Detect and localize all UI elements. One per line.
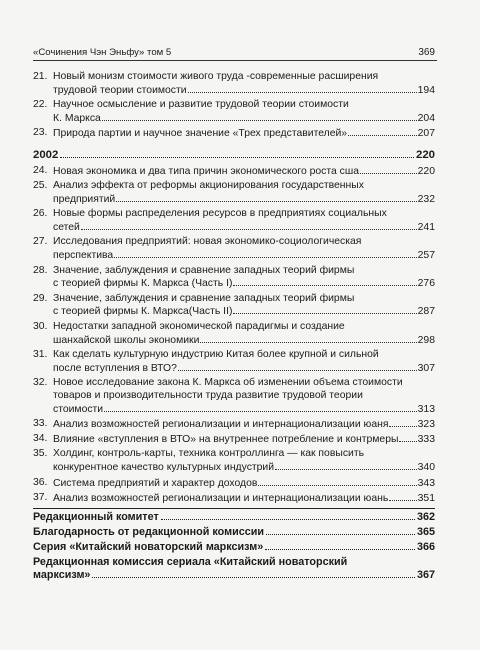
toc-entry-line: Природа партии и научное значение «Трех представителей»	[53, 128, 348, 140]
toc-entry-number: 36.	[33, 476, 48, 488]
leader-dots	[275, 461, 417, 470]
toc-entry-number: 35.	[33, 448, 48, 460]
leader-dots	[389, 418, 416, 427]
page-number: 369	[418, 47, 435, 58]
toc-entry-line: сетей	[53, 222, 80, 234]
toc-entry-number: 29.	[33, 292, 48, 304]
section-rule	[33, 508, 435, 509]
toc-entry-line: трудовой теории стоимости	[53, 84, 187, 96]
leader-dots	[348, 127, 417, 136]
toc-entry-number: 30.	[33, 320, 48, 332]
toc-entry[interactable]	[33, 99, 435, 126]
toc-entry-line: Холдинг, контроль-карты, техника контроллинга — как повысить	[53, 448, 364, 460]
toc-entry[interactable]	[33, 180, 435, 207]
toc-entry[interactable]	[33, 377, 435, 416]
toc-page-number: 365	[416, 525, 435, 538]
leader-dots	[389, 492, 416, 501]
toc-entry-line: Анализ возможностей регионализации и интернационализации юань	[53, 492, 389, 504]
toc-entry[interactable]	[33, 265, 435, 292]
toc-page-number: 276	[417, 278, 435, 290]
toc-page-number: 351	[417, 492, 435, 504]
toc-entry-number: 26.	[33, 208, 48, 220]
toc-page-number: 194	[417, 84, 435, 96]
toc-page-number: 323	[417, 418, 435, 430]
toc-entry[interactable]	[33, 448, 435, 475]
leader-dots	[161, 511, 415, 520]
running-header	[33, 46, 435, 60]
leader-dots	[266, 526, 415, 535]
toc-entry-line: Анализ эффекта от реформы акционирования государственных	[53, 180, 364, 192]
toc-entry-line: стоимости	[53, 403, 104, 415]
toc-entry-line: конкурентное качество культурных индустрий	[53, 462, 275, 474]
toc-entry-line: Новое исследование закона К. Маркса об изменении объема стоимости	[53, 376, 403, 388]
toc-entry-number: 37.	[33, 491, 48, 503]
toc-entry-number: 34.	[33, 433, 48, 445]
toc-entry-line: Как сделать культурную индустрию Китая более крупной и сильной	[53, 348, 379, 360]
year-page: 220	[415, 148, 435, 161]
toc-entry[interactable]	[33, 165, 435, 179]
toc-entry-number: 21.	[33, 71, 48, 82]
toc-entry[interactable]	[33, 492, 435, 506]
toc-entry-number: 22.	[33, 99, 48, 111]
toc-entry[interactable]	[33, 71, 435, 98]
leader-dots	[188, 84, 417, 93]
toc-entry-line: К. Маркса	[53, 112, 101, 124]
toc-entry[interactable]	[33, 236, 435, 263]
toc-back-matter-entry[interactable]	[33, 541, 435, 554]
running-title: «Сочинения Чэн Эньфу» том 5	[33, 47, 172, 58]
toc-page-number: 340	[417, 462, 435, 474]
toc-entry-line: Редакционная комиссия сериала «Китайский новаторский	[33, 555, 348, 568]
toc-entry-line: Новый монизм стоимости живого труда -современные расширения	[53, 71, 379, 82]
toc-entry-line: шанхайской школы экономики	[53, 334, 200, 346]
toc-page-number: 307	[417, 362, 435, 374]
year-heading	[33, 148, 435, 162]
toc-entry[interactable]	[33, 433, 435, 447]
toc-entry-line: Благодарность от редакционной комиссии	[33, 525, 265, 538]
toc-page-number: 232	[417, 194, 435, 206]
leader-dots	[265, 541, 415, 550]
toc-entry-editorial-board-series[interactable]	[33, 556, 435, 582]
leader-dots	[200, 334, 416, 343]
toc-entry-line: марксизм»	[33, 568, 91, 581]
toc-entry-number: 25.	[33, 180, 48, 192]
toc-entry-line: Система предприятий и характер доходов	[53, 477, 258, 489]
toc-entry-number: 28.	[33, 264, 48, 276]
year-label: 2002	[33, 148, 59, 161]
toc-entry-line: Влияние «вступления в ВТО» на внутреннее потребление и контрмеры	[53, 434, 399, 446]
leader-dots	[92, 569, 415, 578]
toc-entry[interactable]	[33, 418, 435, 432]
toc-entry-line: Значение, заблуждения и сравнение западных теорий фирмы	[53, 292, 355, 304]
leader-dots	[178, 362, 417, 371]
toc-entry[interactable]	[33, 349, 435, 376]
toc-page-number: 366	[416, 540, 435, 553]
toc-entry-line: Новая экономика и два типа причин экономического роста сша	[53, 165, 359, 177]
toc-page-number: 220	[417, 165, 435, 177]
toc-entry[interactable]	[33, 321, 435, 348]
toc-entry[interactable]	[33, 477, 435, 491]
leader-dots	[60, 148, 414, 158]
leader-dots	[360, 165, 417, 174]
toc-page-number: 362	[416, 510, 435, 523]
toc-page-number: 333	[417, 434, 435, 446]
toc-entry-number: 31.	[33, 348, 48, 360]
toc-entry-line: Недостатки западной экономической парадигмы и создание	[53, 320, 345, 332]
leader-dots	[233, 277, 416, 286]
leader-dots	[399, 433, 416, 442]
toc-entry-line: Серия «Китайский новаторский марксизм»	[33, 540, 264, 553]
leader-dots	[258, 477, 416, 486]
leader-dots	[81, 221, 417, 230]
toc-entry-line: Анализ возможностей регионализации и интернационализации юаня	[53, 418, 389, 430]
toc-entry[interactable]	[33, 293, 435, 320]
toc-entry-line: с теорией фирмы К. Маркса(Часть II)	[53, 306, 233, 318]
toc-entry-line: Исследования предприятий: новая экономико-социологическая	[53, 236, 362, 248]
toc-back-matter-entry[interactable]	[33, 526, 435, 539]
toc-page-number: 207	[417, 128, 435, 140]
toc-page-number: 343	[417, 477, 435, 489]
toc-page-number: 367	[416, 568, 435, 581]
toc-entry-line: Значение, заблуждения и сравнение западных теорий фирмы	[53, 264, 355, 276]
toc-page-number: 257	[417, 250, 435, 262]
toc-entry-number: 24.	[33, 164, 48, 176]
leader-dots	[116, 193, 416, 202]
table-of-contents	[33, 71, 435, 582]
toc-entry[interactable]	[33, 127, 435, 141]
toc-entry-number: 23.	[33, 127, 48, 139]
toc-page-number: 287	[417, 306, 435, 318]
toc-page-number: 241	[417, 222, 435, 234]
leader-dots	[233, 305, 416, 314]
leader-dots	[104, 403, 417, 412]
toc-entry-line: после вступления в ВТО?	[53, 362, 177, 374]
toc-entry-line: перспектива	[53, 250, 114, 262]
toc-page-number: 204	[417, 112, 435, 124]
toc-entry-line: Научное осмысление и развитие трудовой теории стоимости	[53, 99, 349, 111]
toc-page-number: 313	[417, 403, 435, 415]
toc-entry-line: товаров и производительности труда развитие трудовой теории	[53, 389, 363, 401]
leader-dots	[114, 249, 416, 258]
toc-entry-line: с теорией фирмы К. Маркса (Часть I)	[53, 278, 233, 290]
toc-entry-line: предприятий	[53, 194, 116, 206]
leader-dots	[102, 112, 417, 121]
toc-page-number: 298	[417, 334, 435, 346]
toc-back-matter-entry[interactable]	[33, 511, 435, 524]
header-rule	[33, 60, 437, 61]
toc-entry-number: 32.	[33, 376, 48, 388]
toc-entry[interactable]	[33, 208, 435, 235]
toc-entry-number: 33.	[33, 417, 48, 429]
toc-entry-line: Редакционный комитет	[33, 510, 159, 523]
toc-entry-line: Новые формы распределения ресурсов в предприятиях социальных	[53, 208, 387, 220]
toc-entry-number: 27.	[33, 236, 48, 248]
